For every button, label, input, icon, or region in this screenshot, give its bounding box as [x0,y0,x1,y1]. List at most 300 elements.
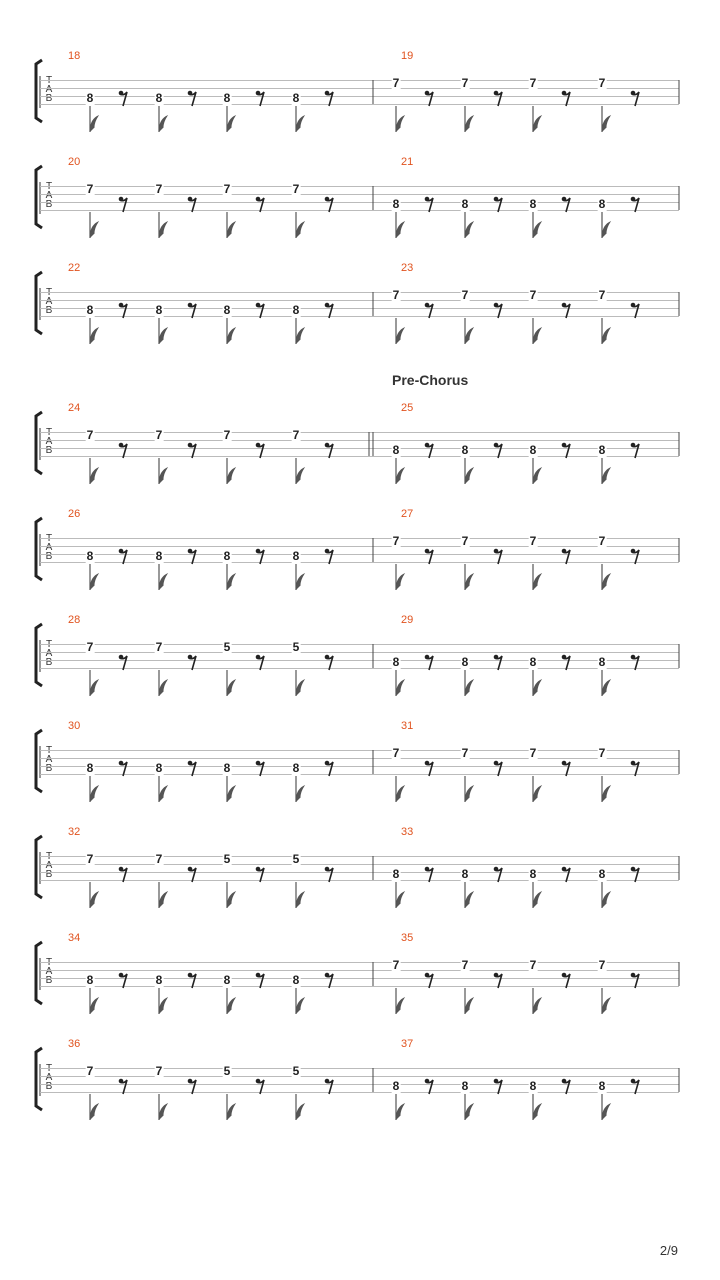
stem-flag [533,786,541,802]
rest-stroke [189,868,196,882]
eighth-rest-icon [630,760,642,780]
note-stem [88,776,102,806]
eighth-rest-icon [561,548,573,568]
eighth-rest-icon [493,442,505,462]
eighth-rest-icon [324,1078,336,1098]
eighth-rest-icon [630,548,642,568]
stem-flag [602,116,610,132]
stem-flag [602,998,610,1014]
note-stem [463,212,477,242]
stem-flag [533,116,541,132]
stem-flag [465,574,473,590]
fret-number: 8 [86,549,94,563]
eighth-rest-icon [118,548,130,568]
stem-flag [90,468,98,484]
eighth-rest-icon [561,90,573,110]
note-stem [157,670,171,700]
note-stem [600,318,614,348]
tab-clef-letter: T [45,851,53,862]
rest-stroke [495,304,502,318]
eighth-rest-icon [255,548,267,568]
rest-stroke [120,304,127,318]
rest-stroke [120,762,127,776]
note-stem [225,212,239,242]
tab-clef-letter: B [45,305,53,316]
section-label-0: Pre-Chorus [392,372,469,388]
stem-flag [602,680,610,696]
measure-number: 34 [68,932,81,944]
note-stem [463,564,477,594]
note-stem [394,882,408,912]
rest-stroke [495,1080,502,1094]
note-stem [394,318,408,348]
note-stem [88,564,102,594]
tab-system [0,1038,720,1126]
eighth-rest-icon [561,972,573,992]
eighth-rest-icon [630,654,642,674]
rest-stroke [426,974,433,988]
stem-flag [227,328,235,344]
stem-flag [533,892,541,908]
fret-number: 7 [529,534,537,548]
stem-flag [227,786,235,802]
eighth-rest-icon [630,972,642,992]
note-stem [600,564,614,594]
rest-stroke [326,444,333,458]
fret-number: 7 [392,958,400,972]
tab-clef-letter: A [45,754,53,765]
eighth-rest-icon [324,548,336,568]
stem-flag [296,328,304,344]
stem-flag [159,574,167,590]
rest-stroke [189,92,196,106]
eighth-rest-icon [561,196,573,216]
stem-flag [396,328,404,344]
rest-stroke [426,304,433,318]
note-stem [88,988,102,1018]
fret-number: 8 [86,91,94,105]
note-stem [225,882,239,912]
stem-flag [396,116,404,132]
note-stem [88,458,102,488]
fret-number: 8 [529,867,537,881]
rest-stroke [326,92,333,106]
note-stem [157,1094,171,1124]
stem-flag [602,328,610,344]
fret-number: 7 [461,746,469,760]
note-stem [157,458,171,488]
rest-stroke [563,198,570,212]
rest-stroke [326,762,333,776]
fret-number: 8 [598,197,606,211]
rest-stroke [189,1080,196,1094]
stem-flag [533,222,541,238]
measure-number: 26 [68,508,81,520]
eighth-rest-icon [424,1078,436,1098]
note-stem [225,988,239,1018]
fret-number: 8 [155,303,163,317]
note-stem [225,318,239,348]
eighth-rest-icon [187,866,199,886]
eighth-rest-icon [255,972,267,992]
fret-number: 8 [529,443,537,457]
fret-number: 8 [392,655,400,669]
stem-flag [159,116,167,132]
stem-flag [533,574,541,590]
fret-number: 8 [598,1079,606,1093]
rest-stroke [426,444,433,458]
stem-flag [296,892,304,908]
fret-number: 7 [529,288,537,302]
rest-stroke [120,974,127,988]
fret-number: 7 [155,640,163,654]
note-stem [600,106,614,136]
fret-number: 8 [529,655,537,669]
rest-stroke [495,444,502,458]
tab-clef-letter: B [45,763,53,774]
tab-system [0,50,720,138]
fret-number: 8 [155,91,163,105]
fret-number: 7 [598,534,606,548]
fret-number: 8 [461,1079,469,1093]
rest-stroke [563,974,570,988]
rest-stroke [189,974,196,988]
rest-stroke [257,762,264,776]
rest-stroke [257,304,264,318]
note-stem [463,1094,477,1124]
measure-number: 31 [401,720,414,732]
fret-number: 7 [598,76,606,90]
tab-clef-letter: T [45,427,53,438]
stem-flag [465,680,473,696]
eighth-rest-icon [255,90,267,110]
note-stem [531,458,545,488]
eighth-rest-icon [424,90,436,110]
eighth-rest-icon [493,90,505,110]
stem-flag [90,222,98,238]
tab-system [0,156,720,244]
rest-stroke [257,444,264,458]
note-stem [88,1094,102,1124]
stem-flag [159,680,167,696]
rest-stroke [257,656,264,670]
measure-number: 18 [68,50,81,62]
tab-clef-letter: T [45,1063,53,1074]
note-stem [294,458,308,488]
fret-number: 7 [86,640,94,654]
eighth-rest-icon [118,972,130,992]
rest-stroke [495,198,502,212]
rest-stroke [495,868,502,882]
eighth-rest-icon [324,442,336,462]
eighth-rest-icon [493,302,505,322]
note-stem [88,670,102,700]
eighth-rest-icon [424,760,436,780]
eighth-rest-icon [424,654,436,674]
note-stem [531,564,545,594]
eighth-rest-icon [561,654,573,674]
fret-number: 5 [292,640,300,654]
eighth-rest-icon [424,302,436,322]
tab-clef-letter: B [45,657,53,668]
note-stem [531,670,545,700]
eighth-rest-icon [493,866,505,886]
rest-stroke [426,656,433,670]
note-stem [531,318,545,348]
eighth-rest-icon [118,442,130,462]
eighth-rest-icon [630,866,642,886]
eighth-rest-icon [255,654,267,674]
note-stem [394,212,408,242]
note-stem [157,988,171,1018]
note-stem [157,106,171,136]
fret-number: 8 [392,197,400,211]
stem-flag [396,468,404,484]
rest-stroke [495,974,502,988]
eighth-rest-icon [324,654,336,674]
note-stem [294,776,308,806]
fret-number: 7 [598,288,606,302]
fret-number: 8 [598,655,606,669]
eighth-rest-icon [255,760,267,780]
fret-number: 8 [155,973,163,987]
stem-flag [465,222,473,238]
fret-number: 8 [598,867,606,881]
note-stem [394,670,408,700]
fret-number: 8 [529,1079,537,1093]
stem-flag [602,468,610,484]
stem-flag [396,680,404,696]
tab-clef-letter: T [45,181,53,192]
rest-stroke [426,1080,433,1094]
note-stem [225,776,239,806]
fret-number: 8 [292,973,300,987]
rest-stroke [120,444,127,458]
eighth-rest-icon [187,654,199,674]
stem-flag [159,468,167,484]
rest-stroke [563,444,570,458]
note-stem [294,212,308,242]
eighth-rest-icon [118,90,130,110]
rest-stroke [257,974,264,988]
fret-number: 8 [292,761,300,775]
note-stem [463,882,477,912]
stem-flag [465,328,473,344]
fret-number: 8 [155,549,163,563]
rest-stroke [563,550,570,564]
measure-number: 20 [68,156,81,168]
eighth-rest-icon [324,760,336,780]
eighth-rest-icon [118,760,130,780]
rest-stroke [189,550,196,564]
note-stem [88,106,102,136]
measure-number: 24 [68,402,81,414]
rest-stroke [120,550,127,564]
note-stem [294,988,308,1018]
tab-clef-letter: B [45,975,53,986]
fret-number: 8 [223,303,231,317]
stem-flag [296,222,304,238]
stem-flag [227,998,235,1014]
stem-flag [90,998,98,1014]
stem-flag [159,998,167,1014]
note-stem [600,882,614,912]
stem-flag [159,786,167,802]
rest-stroke [495,92,502,106]
tab-clef-letter: T [45,957,53,968]
rest-stroke [257,92,264,106]
eighth-rest-icon [255,442,267,462]
rest-stroke [426,92,433,106]
eighth-rest-icon [630,90,642,110]
page-number: 2/9 [659,1243,678,1258]
stem-flag [296,786,304,802]
rest-stroke [495,550,502,564]
note-stem [294,670,308,700]
fret-number: 7 [292,182,300,196]
rest-stroke [257,1080,264,1094]
note-stem [394,776,408,806]
rest-stroke [632,762,639,776]
tab-system [0,614,720,702]
stem-flag [396,574,404,590]
note-stem [88,318,102,348]
rest-stroke [120,868,127,882]
eighth-rest-icon [324,972,336,992]
note-stem [294,882,308,912]
stem-flag [396,1104,404,1120]
note-stem [600,212,614,242]
tab-clef-letter: B [45,869,53,880]
eighth-rest-icon [493,1078,505,1098]
note-stem [157,882,171,912]
eighth-rest-icon [493,654,505,674]
note-stem [225,106,239,136]
note-stem [225,564,239,594]
eighth-rest-icon [187,760,199,780]
note-stem [225,1094,239,1124]
tab-clef-letter: A [45,648,53,659]
note-stem [225,670,239,700]
measure-number: 22 [68,262,81,274]
fret-number: 7 [155,428,163,442]
stem-flag [465,786,473,802]
stem-flag [90,328,98,344]
eighth-rest-icon [424,548,436,568]
note-stem [157,318,171,348]
stem-flag [227,468,235,484]
fret-number: 8 [292,549,300,563]
stem-flag [465,468,473,484]
stem-flag [90,680,98,696]
stem-flag [227,892,235,908]
fret-number: 7 [461,534,469,548]
tab-clef-letter: A [45,860,53,871]
eighth-rest-icon [493,548,505,568]
eighth-rest-icon [255,196,267,216]
eighth-rest-icon [187,302,199,322]
rest-stroke [632,974,639,988]
note-stem [600,670,614,700]
fret-number: 8 [461,197,469,211]
rest-stroke [632,1080,639,1094]
tab-system [0,720,720,808]
fret-number: 7 [86,428,94,442]
fret-number: 5 [223,852,231,866]
fret-number: 5 [292,852,300,866]
note-stem [463,458,477,488]
note-stem [88,212,102,242]
fret-number: 7 [392,534,400,548]
fret-number: 8 [223,973,231,987]
tab-system [0,262,720,350]
fret-number: 8 [461,655,469,669]
stem-flag [465,1104,473,1120]
fret-number: 7 [292,428,300,442]
eighth-rest-icon [424,196,436,216]
rest-stroke [189,656,196,670]
note-stem [531,106,545,136]
tab-system [0,826,720,914]
fret-number: 8 [86,973,94,987]
rest-stroke [426,868,433,882]
stem-flag [602,786,610,802]
measure-number: 28 [68,614,81,626]
fret-number: 7 [86,852,94,866]
measure-number: 32 [68,826,81,838]
tab-clef-letter: B [45,551,53,562]
stem-flag [296,680,304,696]
eighth-rest-icon [561,760,573,780]
fret-number: 7 [392,76,400,90]
fret-number: 7 [392,746,400,760]
rest-stroke [563,868,570,882]
rest-stroke [426,762,433,776]
tab-clef-letter: A [45,542,53,553]
eighth-rest-icon [324,302,336,322]
tab-system [0,402,720,490]
rest-stroke [495,656,502,670]
rest-stroke [632,868,639,882]
eighth-rest-icon [324,866,336,886]
fret-number: 5 [223,640,231,654]
fret-number: 8 [223,91,231,105]
fret-number: 8 [86,303,94,317]
rest-stroke [326,1080,333,1094]
fret-number: 7 [392,288,400,302]
note-stem [463,106,477,136]
rest-stroke [426,550,433,564]
rest-stroke [632,92,639,106]
tab-clef-letter: T [45,287,53,298]
note-stem [394,458,408,488]
note-stem [463,988,477,1018]
measure-number: 30 [68,720,81,732]
stem-flag [465,892,473,908]
tab-clef-letter: A [45,436,53,447]
note-stem [394,106,408,136]
stem-flag [296,1104,304,1120]
note-stem [88,882,102,912]
measure-number: 37 [401,1038,414,1050]
tab-clef-letter: A [45,84,53,95]
note-stem [225,458,239,488]
stem-flag [159,328,167,344]
fret-number: 7 [529,958,537,972]
eighth-rest-icon [424,866,436,886]
note-stem [294,1094,308,1124]
note-stem [294,318,308,348]
